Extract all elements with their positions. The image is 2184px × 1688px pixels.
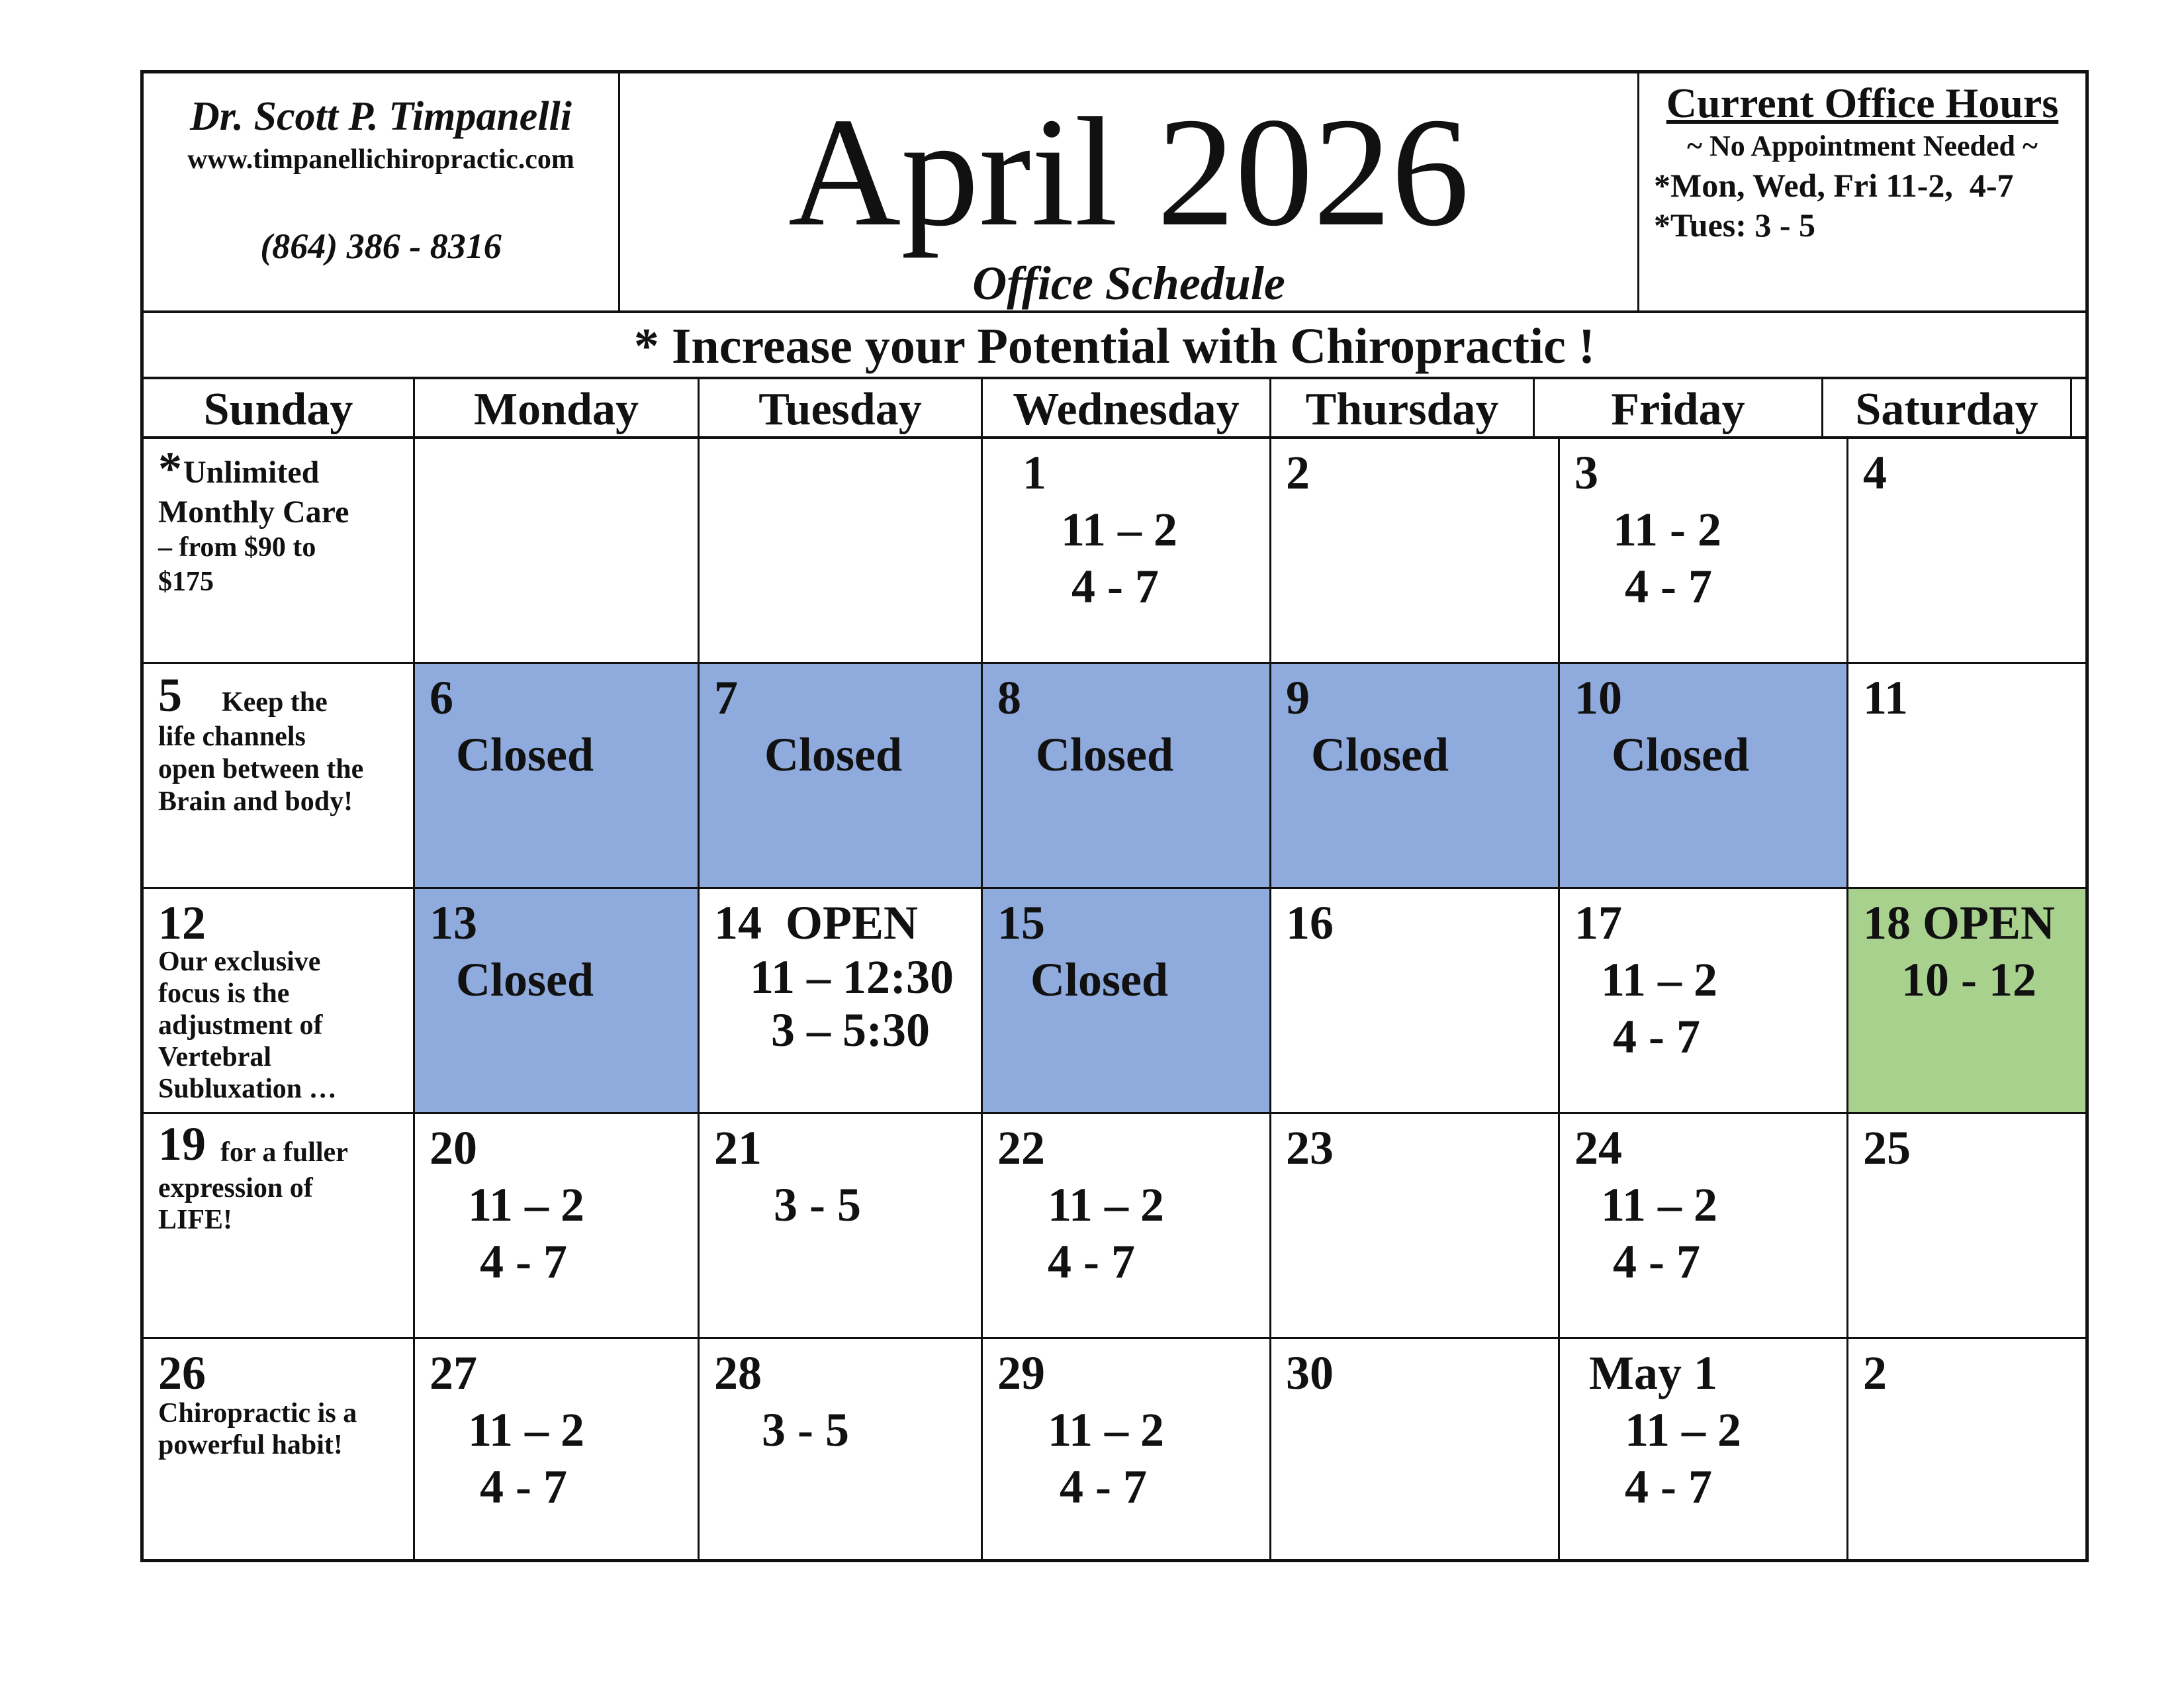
day-number: 9 (1286, 671, 1310, 724)
day-cell (1848, 439, 2085, 664)
day-number: 2 (1863, 1346, 1887, 1399)
sunday-note-line: expression of (158, 1173, 313, 1203)
office-hours-box (1637, 73, 2085, 310)
day-cell (1560, 439, 1848, 664)
sunday-note-line: Monthly Care (158, 494, 349, 530)
office-hours-note: ~ No Appointment Needed ~ (1687, 130, 2038, 162)
day-number: 8 (997, 671, 1021, 724)
hours-slot: 11 – 2 (1061, 503, 1178, 556)
hours-slot: 4 - 7 (1613, 1010, 1700, 1063)
hours-slot: 11 – 2 (1601, 1178, 1718, 1231)
weekday-header-row (144, 379, 2085, 439)
website-link[interactable]: www.timpanellichiropractic.com (187, 144, 574, 175)
day-cell-special-open (1848, 889, 2085, 1114)
day-cell-closed (983, 889, 1271, 1114)
sunday-note-line: adjustment of (158, 1010, 323, 1041)
day-cell (1271, 1339, 1560, 1559)
day-cell-open (700, 889, 983, 1114)
hours-slot: 4 - 7 (1048, 1235, 1135, 1288)
day-cell (415, 1114, 700, 1339)
weekday-sunday: Sunday (144, 379, 415, 436)
sunday-note-line: LIFE! (158, 1205, 233, 1235)
day-cell (1271, 889, 1560, 1114)
day-number: 26 (158, 1346, 206, 1399)
day-number: 3 (1574, 446, 1598, 499)
hours-slot: 3 - 5 (774, 1178, 861, 1231)
day-number: 22 (997, 1121, 1045, 1174)
hours-slot: 11 – 12:30 (750, 951, 954, 1004)
day-number: 4 (1863, 446, 1887, 499)
day-cell (1848, 664, 2085, 889)
day-cell (144, 889, 415, 1114)
weekday-tuesday: Tuesday (700, 379, 983, 436)
hours-slot: 11 – 2 (1625, 1403, 1742, 1456)
doctor-info (144, 73, 620, 310)
sunday-note-lead: for a fuller (220, 1137, 348, 1168)
day-number: 18 OPEN (1863, 896, 2056, 949)
month-title: April 2026 (788, 86, 1470, 259)
day-cell (1848, 1339, 2085, 1559)
closed-label: Closed (764, 728, 903, 781)
weekday-monday: Monday (415, 379, 700, 436)
hours-slot: 4 - 7 (1071, 560, 1159, 613)
day-number: 30 (1286, 1346, 1334, 1399)
hours-slot: 11 – 2 (1048, 1403, 1165, 1456)
day-number: 23 (1286, 1121, 1334, 1174)
doctor-name: Dr. Scott P. Timpanelli (189, 94, 572, 139)
day-cell (144, 1339, 415, 1559)
day-cell (144, 1114, 415, 1339)
sunday-note-line: life channels (158, 722, 306, 752)
day-cell (983, 1114, 1271, 1339)
calendar-grid (144, 439, 2085, 1559)
hours-slot: 4 - 7 (1625, 560, 1712, 613)
day-cell (983, 439, 1271, 664)
hours-slot: 3 – 5:30 (771, 1004, 930, 1056)
day-number: 28 (714, 1346, 762, 1399)
day-cell (700, 439, 983, 664)
day-cell (1271, 439, 1560, 664)
day-cell (144, 664, 415, 889)
weekday-thursday: Thursday (1271, 379, 1535, 436)
weekday-saturday: Saturday (1823, 379, 2072, 436)
hours-slot: 11 – 2 (1601, 953, 1718, 1006)
day-number: 21 (714, 1121, 762, 1174)
day-cell (1271, 1114, 1560, 1339)
day-cell (1560, 1339, 1848, 1559)
day-cell (415, 439, 700, 664)
day-number: 25 (1863, 1121, 1911, 1174)
calendar-page (140, 70, 2089, 1562)
hours-slot: 4 - 7 (1613, 1235, 1700, 1288)
sunday-note-line: Vertebral (158, 1042, 272, 1072)
day-number: 29 (997, 1346, 1045, 1399)
day-cell (415, 1339, 700, 1559)
day-cell-closed (700, 664, 983, 889)
hours-slot: 10 - 12 (1901, 953, 2036, 1006)
day-number: 1 (1023, 446, 1046, 499)
day-cell (1560, 889, 1848, 1114)
day-number: 27 (430, 1346, 477, 1399)
hours-slot: 3 - 5 (762, 1403, 849, 1456)
day-cell-closed (415, 664, 700, 889)
hours-slot: 4 - 7 (1060, 1460, 1147, 1513)
office-hours-line: *Tues: 3 - 5 (1654, 207, 1816, 244)
sunday-note-line: Chiropractic is a (158, 1398, 357, 1429)
day-cell-closed (1560, 664, 1848, 889)
day-cell (983, 1339, 1271, 1559)
day-cell (144, 439, 415, 664)
day-cell (700, 1339, 983, 1559)
hours-slot: 11 – 2 (468, 1403, 585, 1456)
weekday-friday: Friday (1535, 379, 1823, 436)
sunday-note-line: focus is the (158, 978, 290, 1009)
closed-label: Closed (1612, 728, 1750, 781)
day-number: 20 (430, 1121, 477, 1174)
day-number: 17 (1574, 896, 1622, 949)
schedule-subtitle: Office Schedule (972, 257, 1285, 310)
day-number: 14 OPEN (714, 896, 919, 949)
office-hours-line: *Mon, Wed, Fri 11-2, 4-7 (1654, 167, 2014, 204)
sunday-note-line: powerful habit! (158, 1430, 343, 1460)
day-number: 24 (1574, 1121, 1622, 1174)
day-number: 19 (158, 1117, 206, 1170)
weekday-wednesday: Wednesday (983, 379, 1271, 436)
sunday-note-lead: Keep the (222, 687, 328, 718)
hours-slot: 11 – 2 (468, 1178, 585, 1231)
day-number: 13 (430, 896, 477, 949)
day-number: 16 (1286, 896, 1334, 949)
day-cell-closed (1271, 664, 1560, 889)
closed-label: Closed (1036, 728, 1174, 781)
day-cell-closed (415, 889, 700, 1114)
sunday-note-line: Brain and body! (158, 786, 353, 817)
sunday-note-line: $175 (158, 567, 214, 597)
sunday-note-line: – from $90 to (158, 532, 316, 563)
hours-slot: 4 - 7 (480, 1460, 567, 1513)
closed-label: Closed (1030, 953, 1169, 1006)
office-hours-title: Current Office Hours (1666, 79, 2059, 126)
sunday-note-line: open between the (158, 754, 364, 784)
sunday-note-line: Subluxation … (158, 1074, 337, 1104)
closed-label: Closed (1311, 728, 1449, 781)
day-cell (700, 1114, 983, 1339)
hours-slot: 11 - 2 (1613, 503, 1722, 556)
title-block (620, 73, 1637, 310)
sunday-note-lead: Unlimited (183, 455, 320, 490)
day-number: 7 (714, 671, 738, 724)
day-number: 10 (1574, 671, 1622, 724)
calendar-header (144, 73, 2085, 313)
phone-number: (864) 386 - 8316 (260, 226, 502, 266)
day-number: 5 (158, 669, 182, 722)
hours-slot: 11 – 2 (1048, 1178, 1165, 1231)
sunday-note-line: Our exclusive (158, 947, 321, 977)
closed-label: Closed (456, 953, 594, 1006)
closed-label: Closed (456, 728, 594, 781)
day-number: 11 (1863, 671, 1909, 724)
hours-slot: 4 - 7 (1625, 1460, 1712, 1513)
note-star: * (158, 442, 182, 495)
day-number: 2 (1286, 446, 1310, 499)
day-number: 6 (430, 671, 453, 724)
day-number: May 1 (1589, 1346, 1717, 1399)
hours-slot: 4 - 7 (480, 1235, 567, 1288)
day-cell (1848, 1114, 2085, 1339)
day-cell (1560, 1114, 1848, 1339)
day-number: 12 (158, 896, 206, 949)
slogan-banner: * Increase your Potential with Chiropractic ! (144, 313, 2085, 379)
day-cell-closed (983, 664, 1271, 889)
day-number: 15 (997, 896, 1045, 949)
